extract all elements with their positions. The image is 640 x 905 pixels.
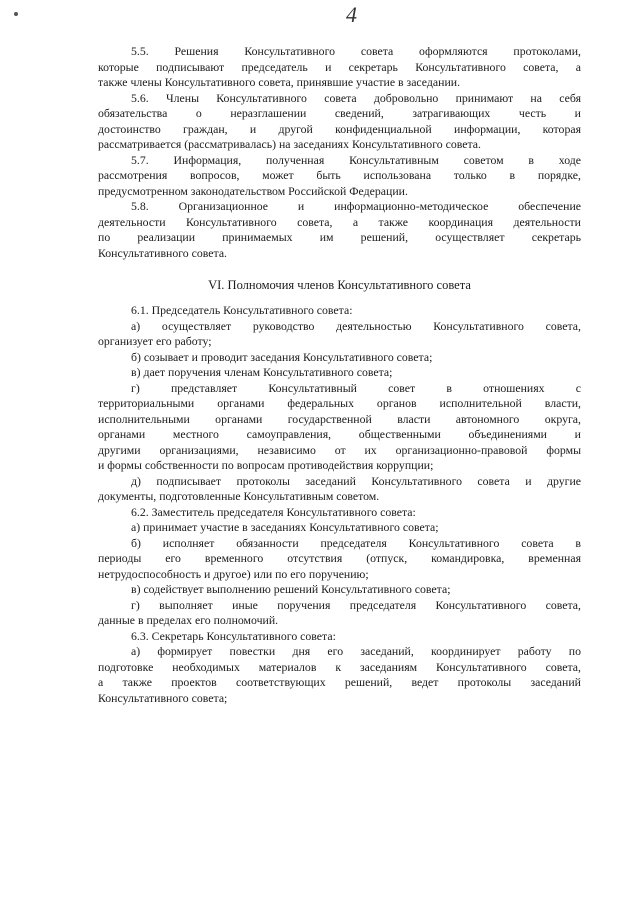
text-line: 5.8. Организационное и информационно-методическое обеспечение (131, 199, 581, 213)
text-line: рассмотрения вопросов, может быть использована только в порядке, (98, 168, 581, 182)
text-line: данные в пределах его полномочий. (98, 613, 279, 627)
paragraph (98, 582, 581, 598)
text-line: 6.1. Председатель Консультативного совета: (131, 303, 353, 317)
text-line: г) представляет Консультативный совет в отношениях с (131, 380, 581, 395)
text-line: территориальными органами федеральных органов исполнительной власти, (98, 396, 581, 410)
paragraph (98, 44, 581, 91)
paragraph (98, 319, 581, 350)
text-line: 6.2. Заместитель председателя Консультативного совета: (131, 504, 416, 519)
text-line: в) содействует выполнению решений Консультативного совета; (131, 582, 451, 596)
text-line: г) выполняет иные поручения председателя Консультативного совета, (131, 597, 581, 612)
paragraph (98, 474, 581, 505)
paragraph (98, 381, 581, 474)
paragraph (98, 303, 581, 319)
text-line: а также проектов соответствующих решений, ведет протоколы заседаний (98, 675, 581, 689)
spacer (98, 293, 581, 303)
text-line: а) принимает участие в заседаниях Консультативного совета; (131, 520, 439, 534)
scan-speck (14, 12, 18, 16)
text-line: и формы собственности по вопросам противодействия коррупции; (98, 458, 434, 472)
text-line: б) исполняет обязанности председателя Консультативного совета в (131, 535, 581, 550)
text-line: организует его работу; (98, 334, 212, 348)
paragraph (98, 629, 581, 645)
paragraph (98, 365, 581, 381)
section-6-text (98, 303, 581, 706)
paragraph (98, 199, 581, 261)
text-line: Консультативного совета; (98, 690, 228, 705)
text-line: по реализации принимаемых им решений, осуществляет секретарь (98, 230, 581, 244)
text-line: б) созывает и проводит заседания Консультативного совета; (131, 349, 433, 364)
text-line: рассматривается (рассматривалась) на заседаниях Консультативного совета. (98, 137, 481, 151)
paragraph (98, 520, 581, 536)
paragraph (98, 644, 581, 706)
paragraph (98, 91, 581, 153)
text-line: также члены Консультативного совета, принявшие участие в заседании. (98, 75, 461, 89)
text-line: подготовке необходимых материалов к заседаниям Консультативного совета, (98, 659, 581, 674)
text-line: 5.7. Информация, полученная Консультативным советом в ходе (131, 152, 581, 167)
text-line: другими организациями, независимо от их организационно-правовой формы (98, 442, 581, 457)
text-line: Консультативного совета. (98, 245, 227, 260)
section-5-text (98, 44, 581, 261)
text-line: органами местного самоуправления, общественными объединениями и (98, 427, 581, 441)
text-line: 5.6. Члены Консультативного совета добровольно принимают на себя (131, 90, 581, 105)
document-body (98, 44, 581, 706)
text-line: обязательства о неразглашении сведений, затрагивающих честь и (98, 106, 581, 120)
text-line: в) дает поручения членам Консультативного совета; (131, 365, 393, 379)
section-heading: VI. Полномочия членов Консультативного совета (208, 278, 471, 292)
paragraph (98, 350, 581, 366)
text-line: которые подписывают председатель и секретарь Консультативного совета, а (98, 59, 581, 74)
text-line: документы, подготовленные Консультативным советом. (98, 489, 380, 503)
text-line: а) осуществляет руководство деятельностью Консультативного совета, (131, 318, 581, 333)
text-line: д) подписывает протоколы заседаний Консультативного совета и другие (131, 473, 581, 488)
text-line: достоинство граждан, и другой конфиденциальной информации, которая (98, 121, 581, 136)
text-line: исполнительными органами государственной власти автономного округа, (98, 411, 581, 426)
paragraph (98, 505, 581, 521)
spacer (98, 261, 581, 277)
paragraph (98, 153, 581, 200)
text-line: 6.3. Секретарь Консультативного совета: (131, 628, 336, 643)
paragraph (98, 598, 581, 629)
text-line: нетрудоспособность и другое) или по его поручению; (98, 566, 369, 581)
paragraph (98, 536, 581, 583)
text-line: 5.5. Решения Консультативного совета оформляются протоколами, (131, 44, 581, 58)
page-number: 4 (346, 2, 357, 27)
text-line: периоды его временного отсутствия (отпуск, командировка, временная (98, 551, 581, 565)
text-line: а) формирует повестки дня его заседаний, координирует работу по (131, 644, 581, 658)
text-line: предусмотренном законодательством Российской Федерации. (98, 183, 408, 198)
text-line: деятельности Консультативного совета, а также координация деятельности (98, 214, 581, 229)
